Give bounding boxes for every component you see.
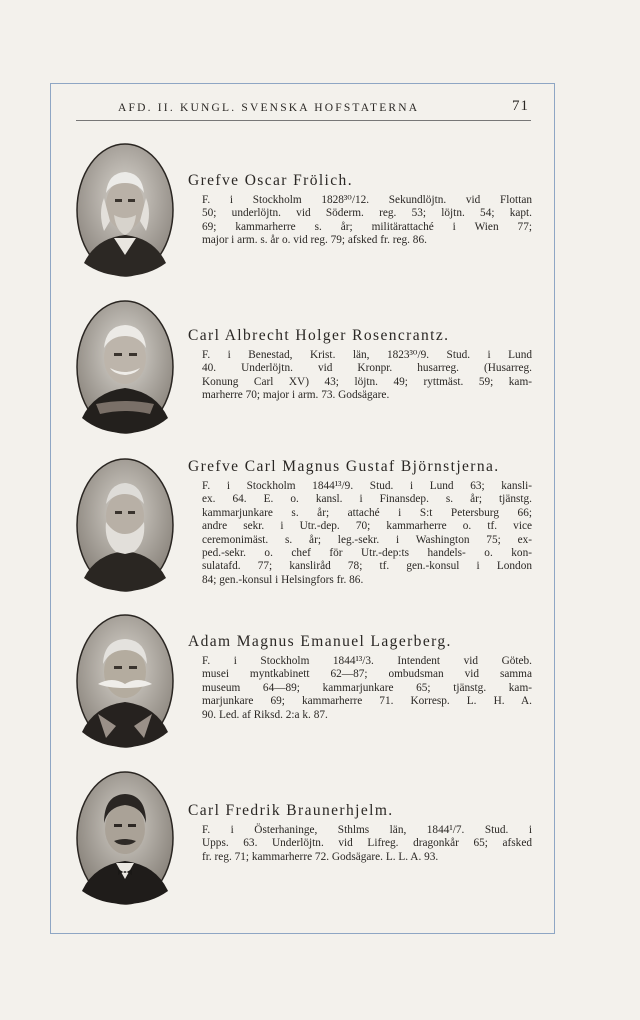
bio-line: F. i Österhaninge, Sthlms län, 1844¹/7. Stud. i xyxy=(202,824,532,836)
page-number: 71 xyxy=(512,98,529,114)
portrait-photo xyxy=(76,771,174,905)
biography xyxy=(186,655,532,722)
bio-line: major i arm. s. år o. vid reg. 79; afsked fr. reg. 86. xyxy=(202,234,427,247)
bio-line: 50; underlöjtn. vid Söderm. reg. 53; löjtn. 54; kapt. xyxy=(202,207,532,220)
person-name: Grefve Oscar Frölich. xyxy=(188,172,353,189)
portrait-photo xyxy=(76,458,174,592)
bio-line: andre sekr. i Utr.-dep. 70; kammarherre o. tf. vice xyxy=(202,520,532,533)
bio-line: F. i Stockholm 1844¹³/3. Intendent vid Göteb. xyxy=(202,655,532,667)
running-header xyxy=(76,96,531,121)
person-name: Carl Fredrik Braunerhjelm. xyxy=(188,802,394,819)
portrait-photo xyxy=(76,614,174,748)
biography xyxy=(186,824,532,864)
bio-line: 90. Led. af Riksd. 2:a k. 87. xyxy=(202,708,328,721)
bio-line: kammarjunkare s. år; attaché i S:t Petersburg 66; xyxy=(202,506,532,519)
bio-line: marherre 70; major i arm. 73. Godsägare. xyxy=(202,389,390,402)
bio-line: ped.-sekr. o. chef för Utr.-dep:ts handels- o. kon- xyxy=(202,547,532,560)
bio-line: sulatafd. 77; kansliråd 78; tf. gen.-konsul i London xyxy=(202,560,532,573)
bio-line: marjunkare 69; kammarherre 71. Korresp. L. H. A. xyxy=(202,695,532,708)
bio-line: 40. Underlöjtn. vid Kronpr. husarreg. (Husarreg. xyxy=(202,362,532,375)
person-name: Adam Magnus Emanuel Lagerberg. xyxy=(188,633,452,650)
biography xyxy=(186,480,532,587)
bio-line: ex. 64. E. o. kansl. i Finansdep. s. år; tjänstg. xyxy=(202,493,532,506)
bio-line: musei myntkabinett 62—87; ombudsman vid samma xyxy=(202,668,532,681)
portrait-photo xyxy=(76,143,174,277)
bio-line: fr. reg. 71; kammarherre 72. Godsägare. L. L. A. 93. xyxy=(202,850,439,863)
person-name: Carl Albrecht Holger Rosencrantz. xyxy=(188,327,450,344)
bio-line: 84; gen.-konsul i Helsingfors fr. 86. xyxy=(202,573,364,586)
bio-line: museum 64—89; kammarjunkare 65; tjänstg. kam- xyxy=(202,681,532,694)
bio-line: F. i Stockholm 1828³⁰/12. Sekundlöjtn. vid Flottan xyxy=(202,194,532,206)
bio-line: Konung Carl XV) 43; löjtn. 49; ryttmäst. 59; kam- xyxy=(202,375,532,388)
bio-line: ceremonimäst. s. år; leg.-sekr. i Washington 75; ex- xyxy=(202,533,532,546)
biography xyxy=(186,194,532,248)
bio-line: F. i Stockholm 1844¹³/9. Stud. i Lund 63; kansli- xyxy=(202,480,532,492)
bio-line: Upps. 63. Underlöjtn. vid Lifreg. dragonkår 65; afsked xyxy=(202,837,532,850)
person-name: Grefve Carl Magnus Gustaf Björnstjerna. xyxy=(188,458,500,475)
running-title: AFD. II. KUNGL. SVENSKA HOFSTATERNA xyxy=(118,102,420,114)
portrait-photo xyxy=(76,300,174,434)
biography xyxy=(186,349,532,403)
bio-line: F. i Benestad, Krist. län, 1823³⁰/9. Stud. i Lund xyxy=(202,349,532,361)
bio-line: 69; kammarherre s. år; militärattaché i Wien 77; xyxy=(202,220,532,233)
